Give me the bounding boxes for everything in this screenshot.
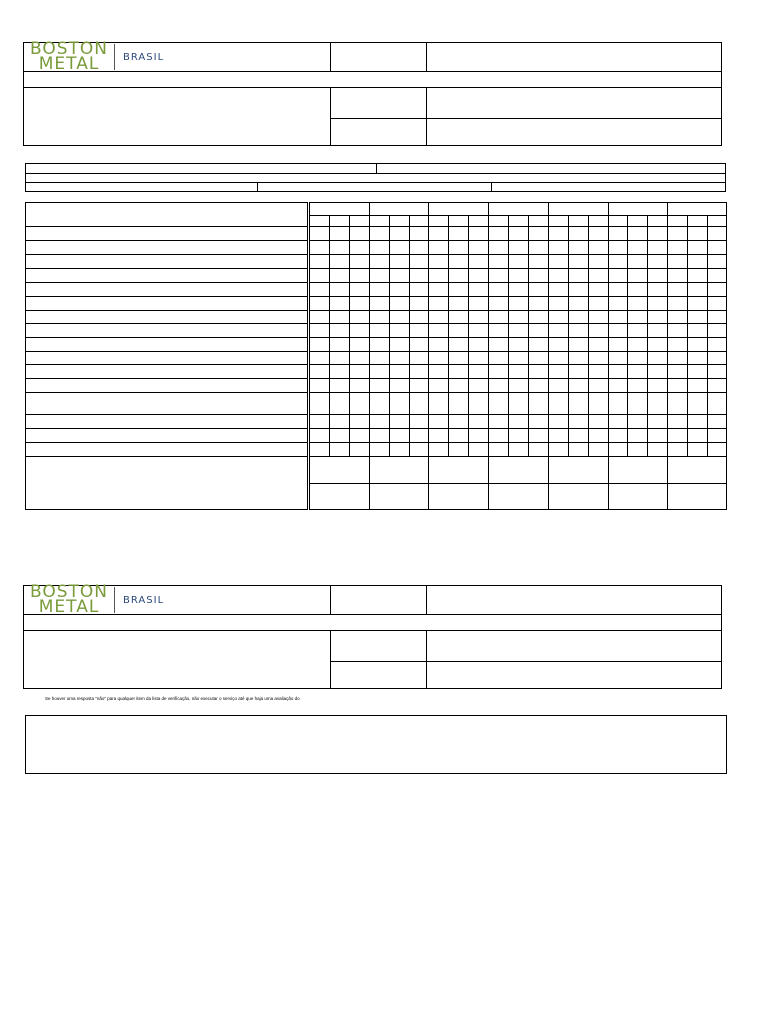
items-frame: [25, 202, 308, 510]
instruction-note: Se houver uma resposta "não" para qualquer item da lista de verificação, não executar o serviço até que haja uma avaliação do: [45, 696, 300, 701]
logo-text-line1: BOSTON: [30, 39, 109, 59]
day-mark-divider: [329, 215, 330, 456]
day-mark-divider: [448, 215, 449, 456]
day-row-line: [309, 323, 727, 324]
day-mark-divider: [468, 215, 469, 456]
day-group-divider: [608, 202, 609, 510]
logo-text-line2: METAL: [38, 597, 100, 617]
day-row-line: [309, 414, 727, 415]
day-row-line: [309, 240, 727, 241]
day-group-divider: [548, 202, 549, 510]
day-row-line: [309, 310, 727, 311]
day-mark-divider: [627, 215, 628, 456]
day-mark-divider: [508, 215, 509, 456]
item-row-line: [25, 392, 308, 393]
logo-divider: [114, 44, 115, 70]
day-row-line: [309, 254, 727, 255]
days-footer-line: [309, 456, 727, 457]
day-row-line: [309, 337, 727, 338]
item-row-line: [25, 282, 308, 283]
day-row-line: [309, 428, 727, 429]
day-mark-divider: [528, 215, 529, 456]
logo-subtitle: BRASIL: [123, 594, 165, 606]
day-row-line: [309, 268, 727, 269]
observations-box[interactable]: [25, 715, 727, 774]
item-row-line: [25, 378, 308, 379]
day-row-line: [309, 442, 727, 443]
days-header-line: [309, 215, 727, 216]
day-row-line: [309, 282, 727, 283]
item-row-line: [25, 323, 308, 324]
item-row-line: [25, 337, 308, 338]
item-row-line: [25, 351, 308, 352]
day-mark-divider: [707, 215, 708, 456]
day-group-divider: [369, 202, 370, 510]
item-row-line: [25, 442, 308, 443]
day-row-line: [309, 378, 727, 379]
day-row-line: [309, 392, 727, 393]
item-row-line: [25, 268, 308, 269]
day-mark-divider: [349, 215, 350, 456]
item-row-line: [25, 414, 308, 415]
day-group-divider: [428, 202, 429, 510]
item-row-line: [25, 254, 308, 255]
day-row-line: [309, 351, 727, 352]
company-logo: [30, 39, 165, 74]
item-row-line: [25, 310, 308, 311]
item-row-line: [25, 296, 308, 297]
day-mark-divider: [409, 215, 410, 456]
day-row-line: [309, 296, 727, 297]
day-group-divider: [667, 202, 668, 510]
logo-subtitle: BRASIL: [123, 51, 165, 63]
item-row-line: [25, 428, 308, 429]
day-mark-divider: [588, 215, 589, 456]
days-subheader-line: [309, 226, 727, 227]
logo-divider: [114, 587, 115, 613]
day-row-line: [309, 364, 727, 365]
item-row-line: [25, 240, 308, 241]
day-group-divider: [488, 202, 489, 510]
days-frame: [309, 202, 727, 510]
items-header-bottom: [25, 226, 308, 227]
days-footer-mid-line: [309, 483, 727, 484]
item-row-line: [25, 364, 308, 365]
day-mark-divider: [389, 215, 390, 456]
day-mark-divider: [568, 215, 569, 456]
logo-text-line2: METAL: [38, 54, 100, 74]
day-mark-divider: [647, 215, 648, 456]
logo-text-line1: BOSTON: [30, 582, 109, 602]
day-mark-divider: [687, 215, 688, 456]
company-logo: [30, 582, 165, 617]
item-row-line: [25, 456, 308, 457]
